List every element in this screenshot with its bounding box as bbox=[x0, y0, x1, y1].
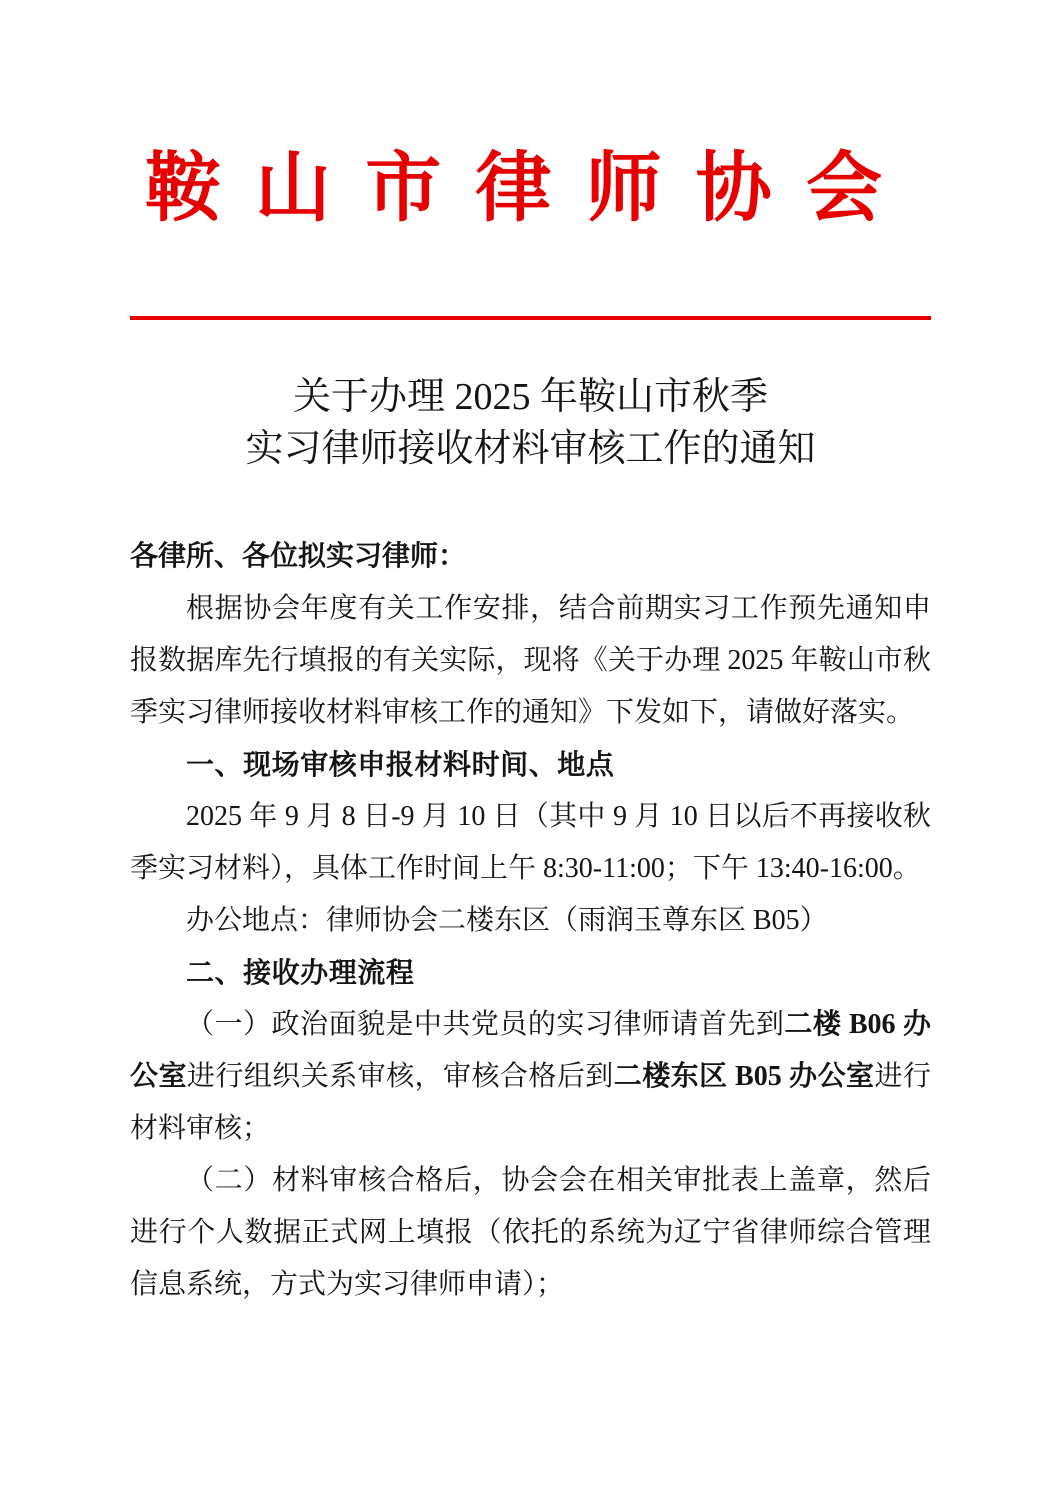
text-run: （二）材料审核合格后，协会会在相关审批表上盖章，然后进行个人数据正式网上填报（依托的系统为辽宁省律师综合管理信息系统，方式为实习律师申请）； bbox=[130, 1165, 931, 1300]
salutation: 各律所、各位拟实习律师： bbox=[130, 541, 467, 572]
emphasized-text-run: 二楼 B06 办公室 bbox=[130, 1009, 931, 1092]
body-paragraph bbox=[130, 791, 931, 895]
section-heading bbox=[130, 947, 931, 999]
emphasized-text-run: 一、现场审核申报材料时间、地点 bbox=[186, 749, 615, 780]
body-paragraph bbox=[130, 583, 931, 739]
section-heading bbox=[130, 739, 931, 791]
emphasized-text-run: 二楼东区 B05 办公室 bbox=[613, 1061, 875, 1092]
document-title bbox=[0, 371, 1061, 475]
paragraph-list bbox=[130, 583, 931, 1311]
body-paragraph bbox=[130, 999, 931, 1155]
text-run: （一）政治面貌是中共党员的实习律师请首先到 bbox=[186, 1009, 785, 1040]
letterhead-title: 鞍山市律师协会 bbox=[144, 147, 917, 231]
text-run: 办公地点：律师协会二楼东区（雨润玉尊东区 B05） bbox=[186, 905, 828, 936]
document-body bbox=[130, 531, 931, 1311]
text-run: 2025 年 9 月 8 日-9 月 10 日（其中 9 月 10 日以后不再接收秋季实习材料），具体工作时间上午 8:30-11:00；下午 13:40-16:00。 bbox=[130, 801, 931, 884]
document-title-line-2: 实习律师接收材料审核工作的通知 bbox=[245, 428, 816, 470]
body-paragraph bbox=[130, 1155, 931, 1311]
emphasized-text-run: 二、接收办理流程 bbox=[186, 957, 415, 988]
text-run: 根据协会年度有关工作安排，结合前期实习工作预先通知申报数据库先行填报的有关实际，现将《关于办理 2025 年鞍山市秋季实习律师接收材料审核工作的通知》下发如下，请做好落实。 bbox=[130, 593, 931, 728]
text-run: 进行材料审核； bbox=[130, 1061, 931, 1144]
text-run: 进行组织关系审核，审核合格后到 bbox=[186, 1061, 614, 1092]
body-paragraph bbox=[130, 895, 931, 947]
letterhead-divider-line bbox=[130, 316, 931, 320]
document-title-line-1: 关于办理 2025 年鞍山市秋季 bbox=[292, 376, 768, 418]
